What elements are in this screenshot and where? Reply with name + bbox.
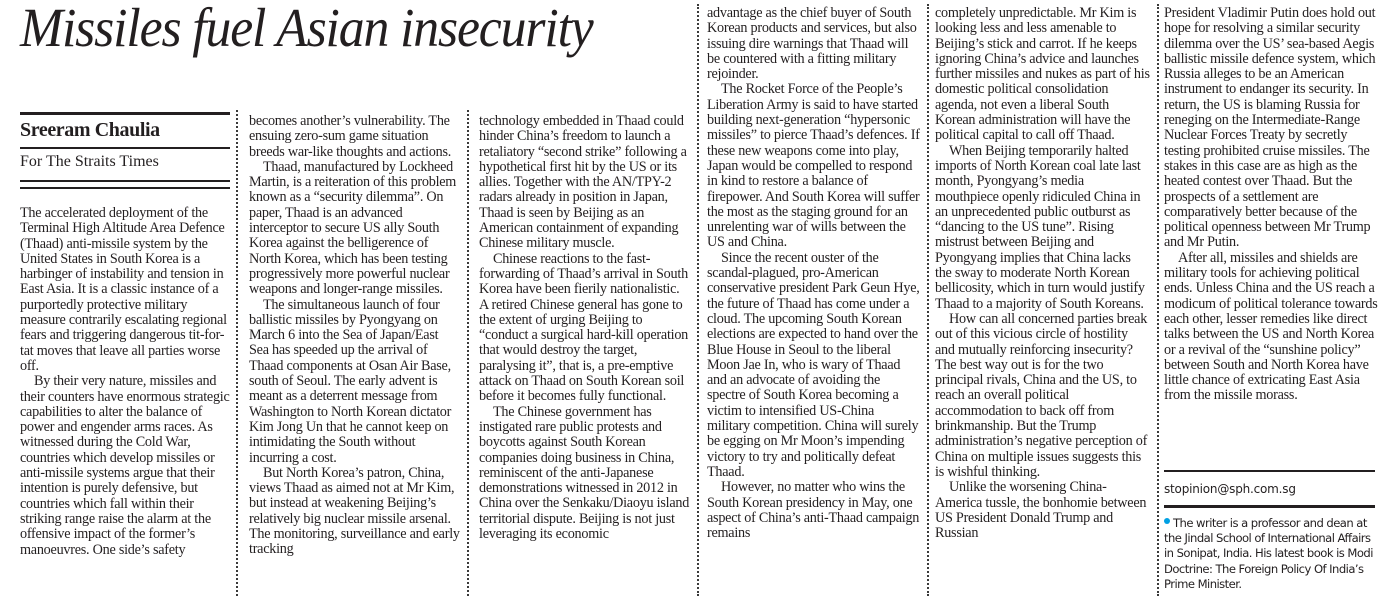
column-divider (467, 110, 469, 596)
paragraph: becomes another’s vulnerability. The ensuing zero-sum game situation breeds war-like thoughts and actions. (249, 113, 452, 160)
bullet-icon (1164, 518, 1170, 524)
column-divider (236, 110, 238, 596)
paragraph: The Chinese government has instigated rare public protests and boycotts against South Korean companies doing business in China, reminiscent of the anti-Japanese demonstrations witnessed in 2012 in China over the Senkaku/Diaoyu island territorial dispute. Beijing is not just leveraging its economic (479, 403, 690, 543)
paragraph: Since the recent ouster of the scandal-plagued, pro-American conservative president Park Geun Hye, the future of Thaad has come under a cloud. The upcoming South Korean elections are expected to hand over the Blue House in Seoul to the liberal Moon Jae In, who is wary of Thaad and an advocate of avoiding the spectre of South Korea becoming a victim to intensified US-China military competition. China will surely be egging on Mr Moon’s impending victory to try and politically defeat Thaad. (707, 249, 920, 480)
article-column-4 (707, 6, 920, 541)
paragraph: Unlike the worsening China-America tussle, the bonhomie between US President Donald Trump and Russian (935, 479, 1147, 542)
article-column-1 (20, 206, 230, 558)
paragraph: The simultaneous launch of four ballistic missiles by Pyongyang on March 6 into the Sea of Japan/East Sea has speeded up the arrival of Thaad components at Osan Air Base, south of Seoul. The early advent is meant as a deterrent message from Washington to North Korean dictator Kim Jong Un that he cannot keep on intimidating the South without incurring a cost. (249, 296, 452, 466)
article-column-2 (249, 114, 461, 558)
paragraph: Thaad, manufactured by Lockheed Martin, is a reiteration of this problem known as a “security dilemma”. On paper, Thaad is an advanced interceptor to secure US ally South Korea against the belligerence of North Korea, which has been testing progressively more powerful nuclear weapons and longer-range missiles. (249, 158, 457, 298)
paragraph: The Rocket Force of the People’s Liberation Army is said to have started building next-generation “hypersonic missiles” to pierce Thaad’s defences. If these new weapons come into play, Japan would be compelled to respond in kind to restore a balance of firepower. And South Korea will suffer the most as the staging ground for an unrelenting war of wills between the US and China. (707, 81, 920, 251)
author-note (1164, 470, 1375, 592)
paragraph: But North Korea’s patron, China, views Thaad as aimed not at Mr Kim, but instead at weakening Beijing’s relatively big nuclear missile arsenal. The monitoring, surveillance and early tracking (249, 464, 460, 558)
headline: Missiles fuel Asian insecurity (20, 0, 593, 58)
author-affiliation: For The Straits Times (20, 153, 159, 170)
article-column-3 (479, 114, 691, 542)
paragraph: How can all concerned parties break out of this vicious circle of hostility and mutually reinforcing insecurity? The best way out is for the two principal rivals, China and the US, to reach an overall political accommodation to back off from brinkmanship. But the Trump administration’s negative perception of China on multiple issues suggests this is wishful thinking. (935, 310, 1148, 480)
contact-email[interactable]: stopinion@sph.com.sg (1164, 482, 1296, 496)
paragraph: President Vladimir Putin does hold out hope for resolving a similar security dilemma over the US’ sea-based Aegis ballistic missile defence system, which Russia alleges to be an American instrument to endanger its security. In return, the US is blaming Russia for reneging on the Intermediate-Range Nuclear Forces Treaty by secretly testing prohibited cruise missiles. The stakes in this case are as high as the heated contest over Thaad. But the prospects of a settlement are comparatively better because of the political openness between Mr Trump and Mr Putin. (1164, 5, 1376, 251)
author-name: Sreeram Chaulia (20, 119, 160, 141)
article-column-5 (935, 6, 1150, 541)
column-divider (1157, 4, 1159, 596)
paragraph: However, no matter who wins the South Korean presidency in May, one aspect of China’s anti-Thaad campaign remains (707, 479, 920, 542)
column-divider (697, 4, 699, 596)
byline-double-rule (20, 180, 230, 189)
paragraph: After all, missiles and shields are military tools for achieving political ends. Unless China and the US reach a modicum of political tolerance towards each other, lesser remedies like direct talks between the US and North Korea or a revival of the “sunshine policy” between South and North Korea have little chance of extricating East Asia from the missile morass. (1164, 249, 1378, 404)
paragraph: technology embedded in Thaad could hinder China’s freedom to launch a retaliatory “second strike” following a hypothetical first hit by the US or its allies. Together with the AN/TPY-2 radars already in position in Japan, Thaad is seen by Beijing as an American containment of expanding Chinese military muscle. (479, 113, 687, 252)
byline (20, 112, 230, 189)
author-bio (1164, 508, 1375, 592)
column-divider (927, 4, 929, 596)
paragraph: Chinese reactions to the fast-forwarding of Thaad’s arrival in South Korea have been fierily nationalistic. A retired Chinese general has gone to the extent of urging Beijing to “conduct a surgical hard-kill operation that would destroy the target, paralysing it”, that is, a pre-emptive attack on Thaad on South Korean soil before it becomes fully functional. (479, 250, 689, 405)
paragraph: By their very nature, missiles and their counters have enormous strategic capabilities to alter the balance of power and engender arms races. As witnessed during the Cold War, countries which develop missiles or anti-missile systems argue that their intention is purely defensive, but countries which fall within their striking range raise the alarm at the offensive impact of the former’s manoeuvres. One side’s safety (20, 373, 230, 558)
paragraph: advantage as the chief buyer of South Korean products and services, but also issuing dire warnings that Thaad will be countered with a fitting military rejoinder. (707, 5, 917, 83)
paragraph: The accelerated deployment of the Terminal High Altitude Area Defence (Thaad) anti-missile system by the United States in South Korea is a harbinger of instability and tension in East Asia. It is a classic instance of a purportedly protective military measure contrarily escalating regional fears and triggering dangerous tit-for-tat moves that leave all parties worse off. (20, 205, 227, 374)
article-column-6 (1164, 6, 1378, 404)
paragraph: completely unpredictable. Mr Kim is looking less and less amenable to Beijing’s stick and carrot. If he keeps ignoring China’s advice and launches further missiles and nukes as part of his domestic political consolidation agenda, not even a liberal South Korean administration will have the political capital to call off Thaad. (935, 5, 1150, 144)
author-bio-text: The writer is a professor and dean at the Jindal School of International Affairs in Sonipat, India. His latest book is Modi Doctrine: The Foreign Policy Of India’s Prime Minister. (1164, 516, 1373, 591)
paragraph: When Beijing temporarily halted imports of North Korean coal late last month, Pyongyang’s media mouthpiece openly ridiculed China in an unprecedented public outburst as “dancing to the US tune”. Rising mistrust between Beijing and Pyongyang implies that China lacks the sway to moderate North Korean bellicosity, which in turn would justify Thaad to a majority of South Koreans. (935, 142, 1145, 312)
